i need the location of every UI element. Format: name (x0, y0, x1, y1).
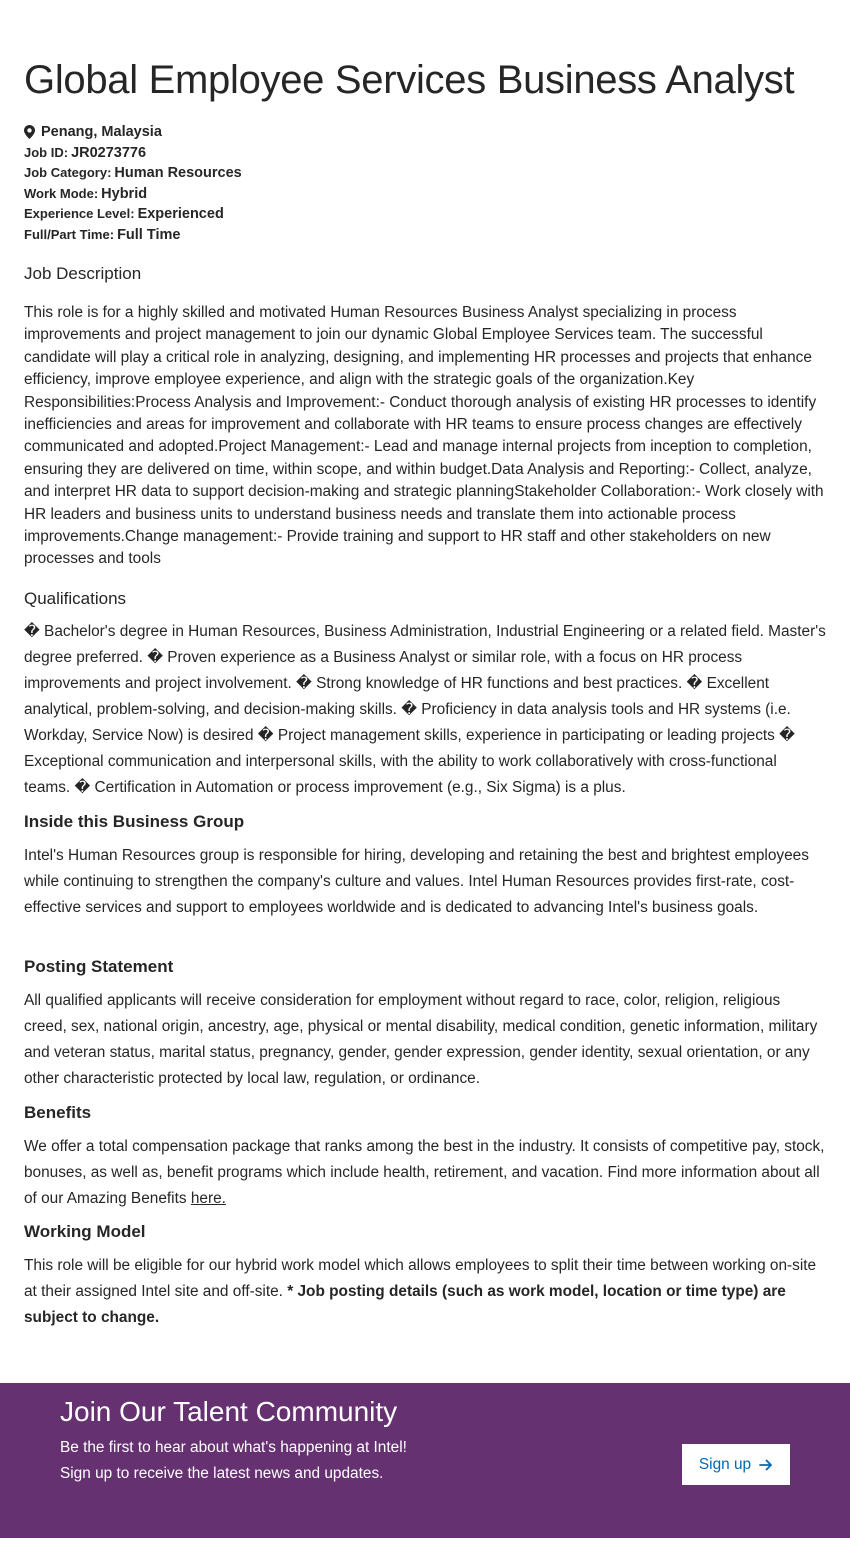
job-meta (24, 122, 242, 246)
meta-value: Full Time (117, 226, 181, 243)
talent-community-banner (0, 1383, 850, 1538)
meta-job-category (24, 163, 242, 184)
working-model-heading: Working Model (24, 1222, 146, 1241)
sign-up-label: Sign up (698, 1455, 752, 1473)
business-group-heading: Inside this Business Group (24, 812, 245, 831)
working-model-body: This role will be eligible for our hybrid work model which allows employees to split their time between working on-site at their assigned Intel site and off-site. (24, 1257, 817, 1300)
qualifications-text: � Bachelor's degree in Human Resources, Business Administration, Industrial Engineering or a related field. Master's degree preferred. � Proven experience as a Business Analyst or similar role, with a focus on HR process improvements and project involvement. � Strong knowledge of HR functions and best practices. � Excellent analytical, problem-solving, and decision-making skills. � Proficiency in data analysis tools and HR systems (i.e. Workday, Service Now) is desired � Project management skills, experience in participating or leading projects � Exceptional communication and interpersonal skills, with the ability to work collaboratively with cross-functional teams. � Certification in Automation or process improvement (e.g., Six Sigma) is a plus. (24, 623, 826, 796)
working-model-note: * Job posting details (such as work model, location or time type) are subject to change. (24, 1283, 786, 1326)
arrow-right-icon (759, 1458, 773, 1472)
meta-label: Job ID: (24, 144, 69, 160)
meta-label: Experience Level: (24, 206, 135, 222)
talent-community-title: Join Our Talent Community (60, 1396, 398, 1427)
meta-label: Work Mode: (24, 185, 99, 201)
posting-statement-text: All qualified applicants will receive consideration for employment without regard to race, color, religion, religious creed, sex, national origin, ancestry, age, physical or mental disability, medical condition, genetic information, military and veteran status, marital status, pregnancy, gender, gender expression, gender identity, sexual orientation, or any other characteristic protected by local law, regulation, or ordinance. (24, 992, 818, 1087)
meta-value: JR0273776 (71, 144, 147, 161)
job-description-heading: Job Description (24, 264, 142, 283)
sign-up-button[interactable] (682, 1444, 790, 1485)
business-group-text: Intel's Human Resources group is responsible for hiring, developing and retaining the best and brightest employees while continuing to strengthen the company's culture and values. Intel Human Resources provides first-rate, cost-effective services and support to employees worldwide and is dedicated to advancing Intel's business goals. (24, 847, 809, 916)
meta-experience-level (24, 204, 242, 225)
benefits-heading: Benefits (24, 1103, 92, 1122)
meta-job-id (24, 143, 242, 164)
job-location (24, 122, 242, 143)
job-title: Global Employee Services Business Analyst (24, 58, 795, 102)
benefits-body: We offer a total compensation package that ranks among the best in the industry. It consists of competitive pay, stock, bonuses, as well as, benefit programs which include health, retirement, and vacation. Find more information about all of our Amazing Benefits (24, 1138, 825, 1207)
location-pin-icon (24, 125, 35, 139)
benefits-link[interactable]: here. (190, 1190, 226, 1207)
meta-value: Experienced (137, 206, 224, 223)
meta-full-part-time (24, 225, 242, 246)
meta-label: Full/Part Time: (24, 226, 115, 242)
job-description-text: This role is for a highly skilled and motivated Human Resources Business Analyst specializing in process improvements and project management to join our dynamic Global Employee Services team. The successful candidate will play a critical role in analyzing, designing, and implementing HR processes and projects that enhance efficiency, improve employee experience, and align with the strategic goals of the organization.Key Responsibilities:Process Analysis and Improvement:- Conduct thorough analysis of existing HR processes to identify inefficiencies and areas for improvement and collaborate with HR teams to ensure process changes are effectively communicated and adopted.Project Management:- Lead and manage internal projects from inception to completion, ensuring they are delivered on time, within scope, and within budget.Data Analysis and Reporting:- Collect, analyze, and interpret HR data to support decision-making and strategic planningStakeholder Collaboration:- Work closely with HR leaders and business units to understand business needs and translate them into actionable process improvements.Change management:- Provide training and support to HR staff and other stakeholders on new processes and tools (24, 304, 824, 568)
talent-community-text: Be the first to hear about what's happening at Intel! Sign up to receive the latest news and updates. (60, 1439, 407, 1482)
meta-value: Human Resources (114, 165, 242, 182)
benefits-text (24, 1134, 826, 1212)
posting-statement-heading: Posting Statement (24, 957, 174, 976)
working-model-text (24, 1253, 826, 1331)
location-value: Penang, Malaysia (41, 124, 162, 140)
meta-work-mode (24, 184, 242, 205)
meta-value: Hybrid (101, 185, 148, 202)
qualifications-heading: Qualifications (24, 589, 127, 608)
meta-label: Job Category: (24, 165, 112, 181)
